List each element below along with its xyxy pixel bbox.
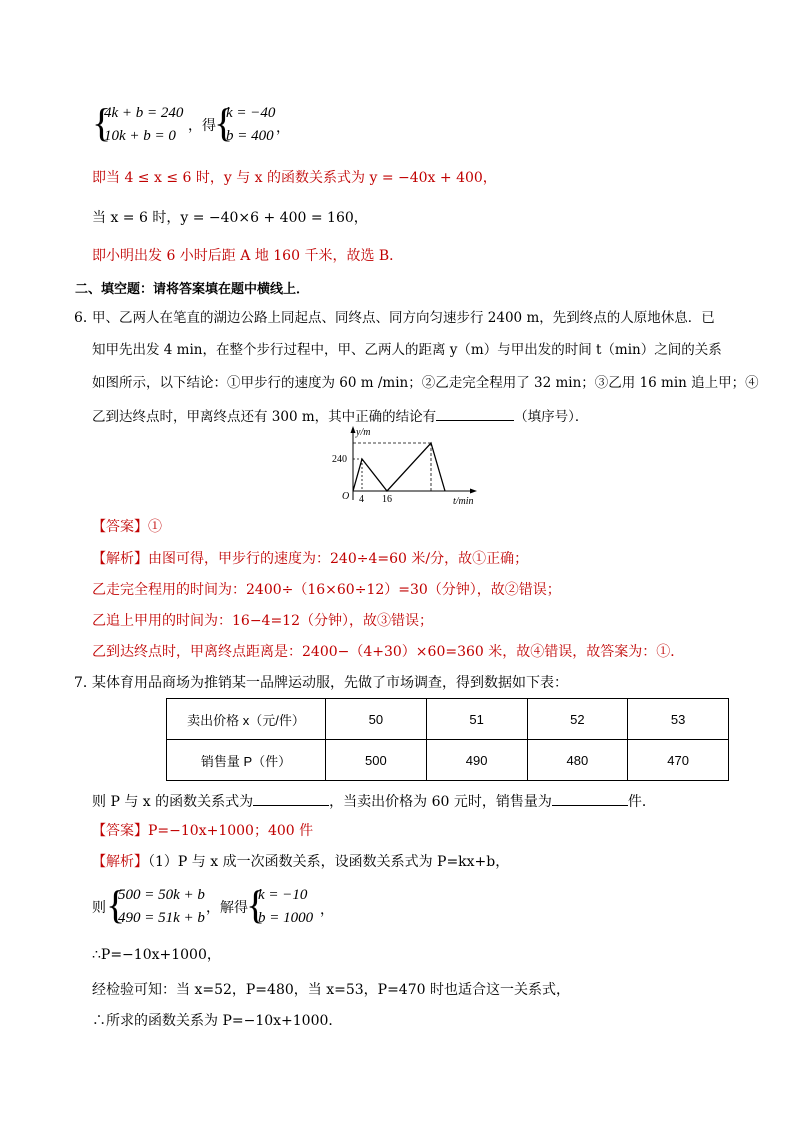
q6-text-line-2: 知甲先出发 4 min，在整个步行过程中，甲、乙两人的距离 y（m）与甲出发的时间 t（min）之间的关系 [92, 342, 722, 358]
q6-analysis-tag: 【解析】 [92, 551, 148, 567]
section-heading: 二、填空题：请将答案填在题中横线上． [75, 282, 310, 297]
q6-answer-line [92, 517, 162, 537]
q6-text-line-4a: 乙到达终点时，甲离终点还有 300 m，其中正确的结论有 [92, 409, 437, 425]
q6-analysis-text-1: 由图可得，甲步行的速度为：240÷4=60 米/分，故①正确； [148, 551, 529, 567]
system-2-connector: ，解得 [206, 900, 248, 916]
system-2-eq2: 490 = 51k + b [118, 910, 205, 926]
brace-4: { [246, 882, 266, 927]
q6-analysis-line-4: 乙到达终点时，甲离终点距离是：2400−（4+30）×60=360 米，故④错误，故答案为：①． [92, 644, 685, 660]
brace-2: { [214, 100, 234, 145]
q7-data-table [166, 698, 729, 781]
q7-analysis-text-1: （1）P 与 x 成一次函数关系，设函数关系式为 P=kx+b， [148, 854, 510, 870]
system-1-sol2: b = 400 [226, 128, 274, 144]
table-cell: 51 [426, 699, 527, 740]
q6-number: 6． [74, 310, 97, 326]
q6-analysis-line-3: 乙追上甲用的时间为：16−4=12（分钟），故③错误； [92, 613, 433, 629]
q6-analysis-line-1 [92, 549, 528, 569]
q6-analysis-line-2: 乙走完全程用的时间为：2400÷（16×60÷12）=30（分钟），故②错误； [92, 582, 561, 598]
q6-text-line-1: 甲、乙两人在笔直的湖边公路上同起点、同终点、同方向匀速步行 2400 m，先到终点的人原地休息．已 [92, 310, 715, 326]
graph-y-tick-240: 240 [332, 454, 347, 465]
q7-analysis-line-2: ∴P=−10x+1000， [92, 947, 221, 963]
q7-text: 某体育用品商场为推销某一品牌运动服，先做了市场调查，得到数据如下表： [92, 675, 568, 691]
q7-question [92, 790, 656, 812]
brace-3: { [106, 882, 126, 927]
q7-analysis-line-4: ∴所求的函数关系为 P=−10x+1000． [92, 1013, 343, 1029]
table-cell: 53 [628, 699, 729, 740]
system-1-eq2: 10k + b = 0 [104, 128, 176, 144]
graph-x-tick-16: 16 [382, 494, 392, 505]
q7-question-a: 则 P 与 x 的函数关系式为 [92, 794, 254, 810]
q6-answer-tag: 【答案】 [92, 519, 148, 535]
q6-answer-blank [436, 405, 514, 421]
system-1-sol1: k = −40 [226, 105, 276, 121]
table-cell: 50 [326, 699, 427, 740]
system-2-eq1: 500 = 50k + b [118, 887, 205, 903]
graph-x-arrow [470, 489, 477, 494]
table-cell: 470 [628, 740, 729, 781]
solution-line-3: 即小明出发 6 小时后距 A 地 160 千米，故选 B． [92, 248, 404, 264]
q7-analysis-line-1 [92, 852, 509, 872]
table-cell: 500 [326, 740, 427, 781]
table-cell: 490 [426, 740, 527, 781]
table-cell: 52 [527, 699, 628, 740]
q7-answer-tag: 【答案】 [92, 823, 148, 839]
q6-graph [325, 424, 490, 508]
system-1-end: ， [276, 120, 290, 136]
table-header-sales: 销售量 P（件） [167, 740, 326, 781]
q6-text-line-3: 如图所示，以下结论：①甲步行的速度为 60 m /min；②乙走完全程用了 32 min；③乙用 16 min 追上甲；④ [92, 375, 759, 391]
table-header-price: 卖出价格 x（元/件） [167, 699, 326, 740]
graph-y-arrow [351, 426, 356, 433]
q7-question-b: ，当卖出价格为 60 元时，销售量为 [329, 794, 552, 810]
graph-x-label: t/min [453, 496, 474, 507]
solution-line-2: 当 x = 6 时，y = −40×6 + 400 = 160， [92, 210, 368, 226]
q7-answer: P=−10x+1000；400 件 [148, 823, 314, 839]
q6-text-line-4b: （填序号）． [514, 409, 589, 425]
q7-answer-line [92, 821, 313, 841]
q7-then: 则 [92, 900, 106, 916]
graph-y-label: y/m [356, 427, 371, 438]
system-2-sol1: k = −10 [258, 887, 308, 903]
table-cell: 480 [527, 740, 628, 781]
q7-analysis-tag: 【解析】 [92, 854, 148, 870]
system-2-sol2: b = 1000 [258, 910, 314, 926]
q7-number: 7． [74, 675, 97, 691]
table-row [167, 740, 729, 781]
q6-answer: ① [148, 519, 162, 535]
graph-origin: O [342, 491, 350, 502]
brace-1: { [92, 100, 112, 145]
solution-line-1: 即当 4 ≤ x ≤ 6 时，y 与 x 的函数关系式为 y = −40x + 400， [92, 170, 497, 186]
q7-question-c: 件． [627, 794, 656, 810]
q7-analysis-line-3: 经检验可知：当 x=52，P=480，当 x=53，P=470 时也适合这一关系式， [92, 982, 570, 998]
system-2-end: ， [320, 902, 334, 918]
q7-blank-1 [253, 790, 329, 806]
graph-x-tick-4: 4 [359, 494, 364, 505]
system-1-connector: ，得 [188, 118, 216, 134]
system-1-eq1: 4k + b = 240 [104, 105, 184, 121]
q7-blank-2 [552, 790, 628, 806]
table-row [167, 699, 729, 740]
